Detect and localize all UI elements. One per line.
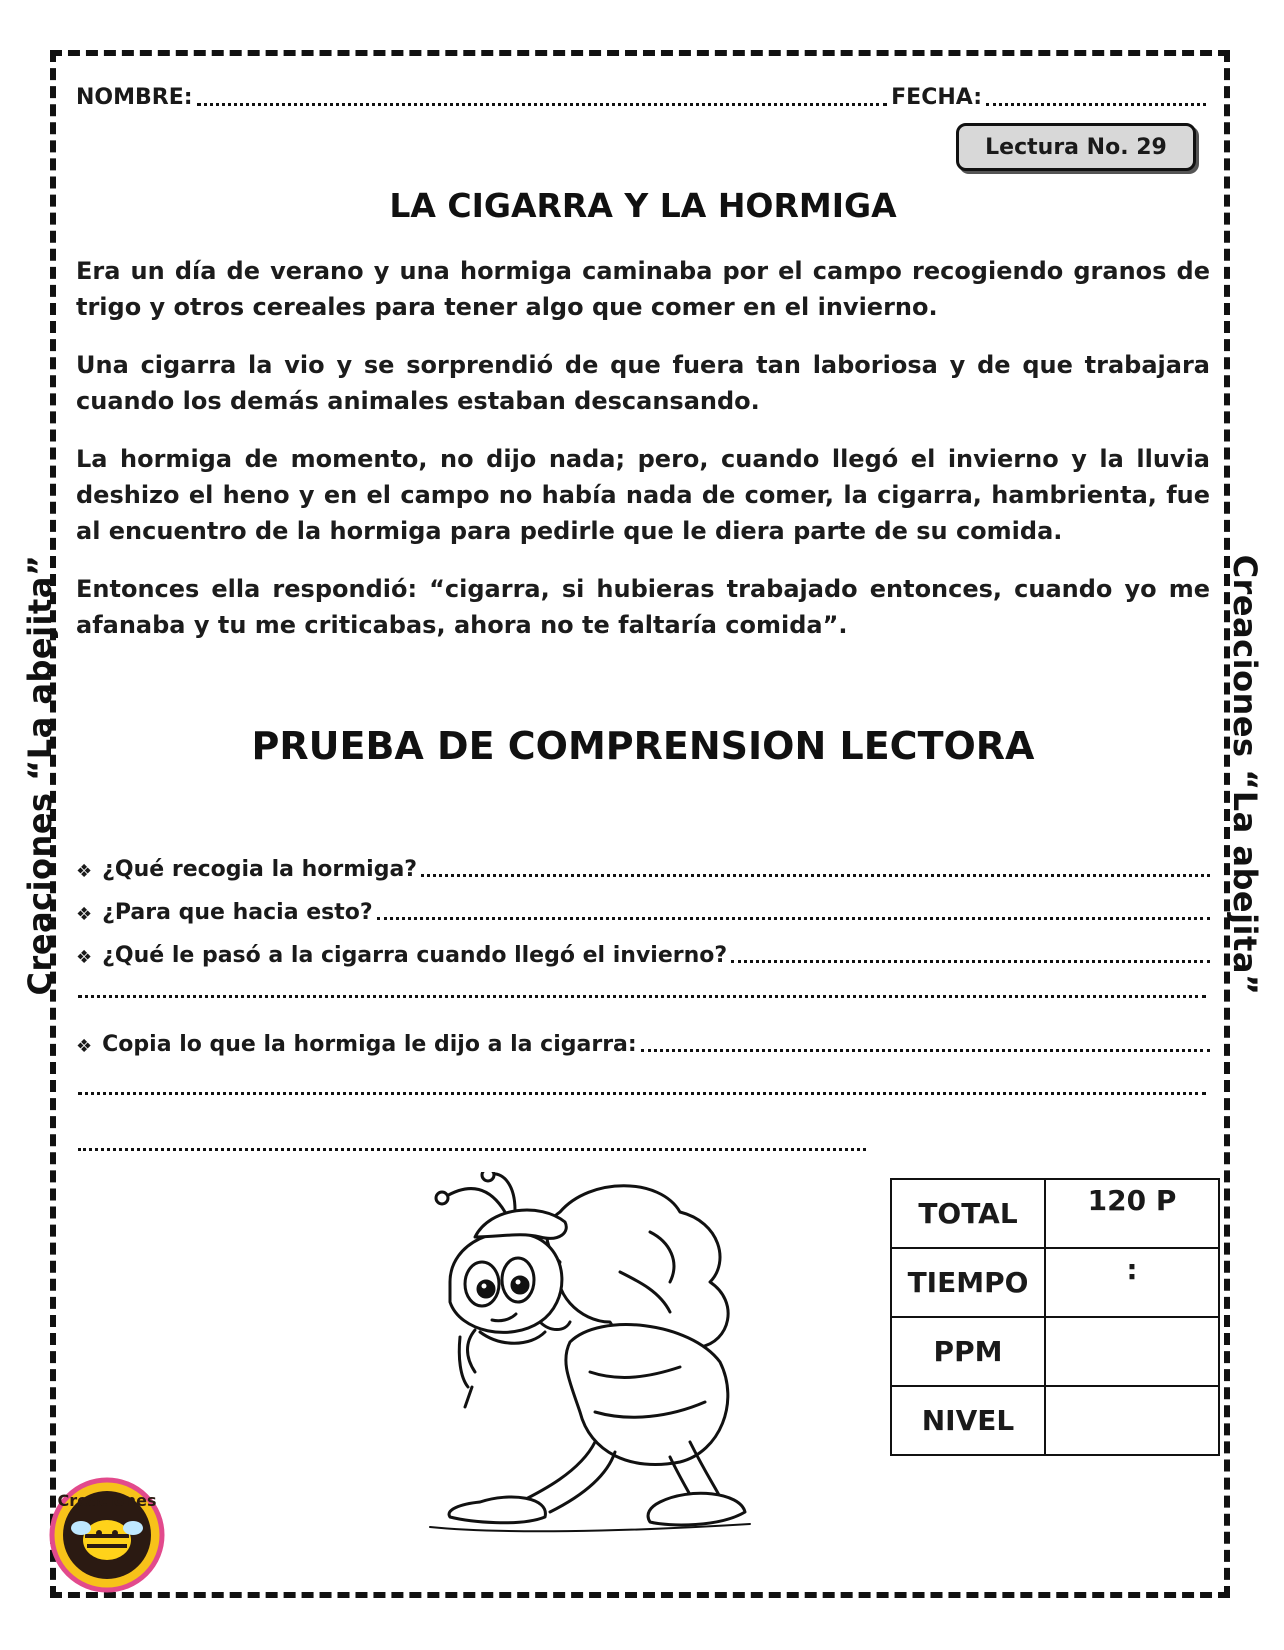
score-value[interactable]: [1045, 1317, 1219, 1386]
question-4: [76, 1027, 1210, 1057]
bullet-icon: ❖: [76, 1036, 93, 1057]
score-value[interactable]: [1045, 1386, 1219, 1455]
story-paragraph: Entonces ella respondió: “cigarra, si hubieras trabajado entonces, cuando yo me afanaba y tu me criticabas, ahora no te faltaría comida”.: [76, 575, 1210, 639]
answer-line[interactable]: [731, 960, 1210, 963]
table-row: [891, 1179, 1219, 1248]
question-text: Copia lo que la hormiga le dijo a la cigarra:: [102, 1032, 637, 1057]
question-1: [76, 852, 1210, 882]
side-brand-right: Creaciones “La abejita”: [1226, 554, 1264, 996]
answer-line[interactable]: [78, 1148, 866, 1151]
question-text: ¿Qué recogia la hormiga?: [102, 857, 418, 882]
story-paragraph: Una cigarra la vio y se sorprendió de que fuera tan laboriosa y de que trabajara cuando los demás animales estaban descansando.: [76, 351, 1210, 415]
header-row: [76, 78, 1210, 110]
reading-number-badge: Lectura No. 29: [956, 123, 1196, 171]
question-text: ¿Qué le pasó a la cigarra cuando llegó el invierno?: [102, 943, 728, 968]
bullet-icon: ❖: [76, 947, 93, 968]
score-table: [890, 1178, 1220, 1456]
question-2: [76, 895, 1210, 925]
ant-illustration: [420, 1172, 790, 1544]
answer-line[interactable]: [78, 1092, 1206, 1095]
score-label: PPM: [891, 1317, 1045, 1386]
answer-line[interactable]: [421, 874, 1210, 877]
score-value[interactable]: 120 P: [1045, 1179, 1219, 1248]
date-field[interactable]: [986, 103, 1206, 106]
side-brand-left: Creaciones “La abejita”: [21, 554, 59, 996]
score-label: NIVEL: [891, 1386, 1045, 1455]
date-label: FECHA:: [891, 85, 982, 110]
table-row: [891, 1386, 1219, 1455]
bullet-icon: ❖: [76, 904, 93, 925]
story-paragraph: Era un día de verano y una hormiga caminaba por el campo recogiendo granos de trigo y otros cereales para tener algo que comer en el invierno.: [76, 257, 1210, 321]
story-title: LA CIGARRA Y LA HORMIGA: [389, 186, 897, 225]
story-paragraph: La hormiga de momento, no dijo nada; pero, cuando llegó el invierno y la lluvia deshizo el heno y en el campo no había nada de comer, la cigarra, hambrienta, fue al encuentro de la hormiga para pedirle que le diera parte de su comida.: [76, 445, 1210, 545]
table-row: [891, 1317, 1219, 1386]
name-label: NOMBRE:: [76, 85, 193, 110]
name-field[interactable]: [197, 103, 888, 106]
test-title: PRUEBA DE COMPRENSION LECTORA: [251, 724, 1035, 768]
question-text: ¿Para que hacia esto?: [102, 900, 373, 925]
brand-logo: [48, 1476, 166, 1594]
logo-text: Creaciones: [57, 1491, 157, 1510]
bullet-icon: ❖: [76, 861, 93, 882]
table-row: [891, 1248, 1219, 1317]
score-value[interactable]: :: [1045, 1248, 1219, 1317]
score-label: TIEMPO: [891, 1248, 1045, 1317]
question-3: [76, 938, 1210, 968]
answer-line[interactable]: [78, 995, 1206, 998]
answer-line[interactable]: [377, 917, 1210, 920]
answer-line[interactable]: [641, 1049, 1210, 1052]
score-label: TOTAL: [891, 1179, 1045, 1248]
